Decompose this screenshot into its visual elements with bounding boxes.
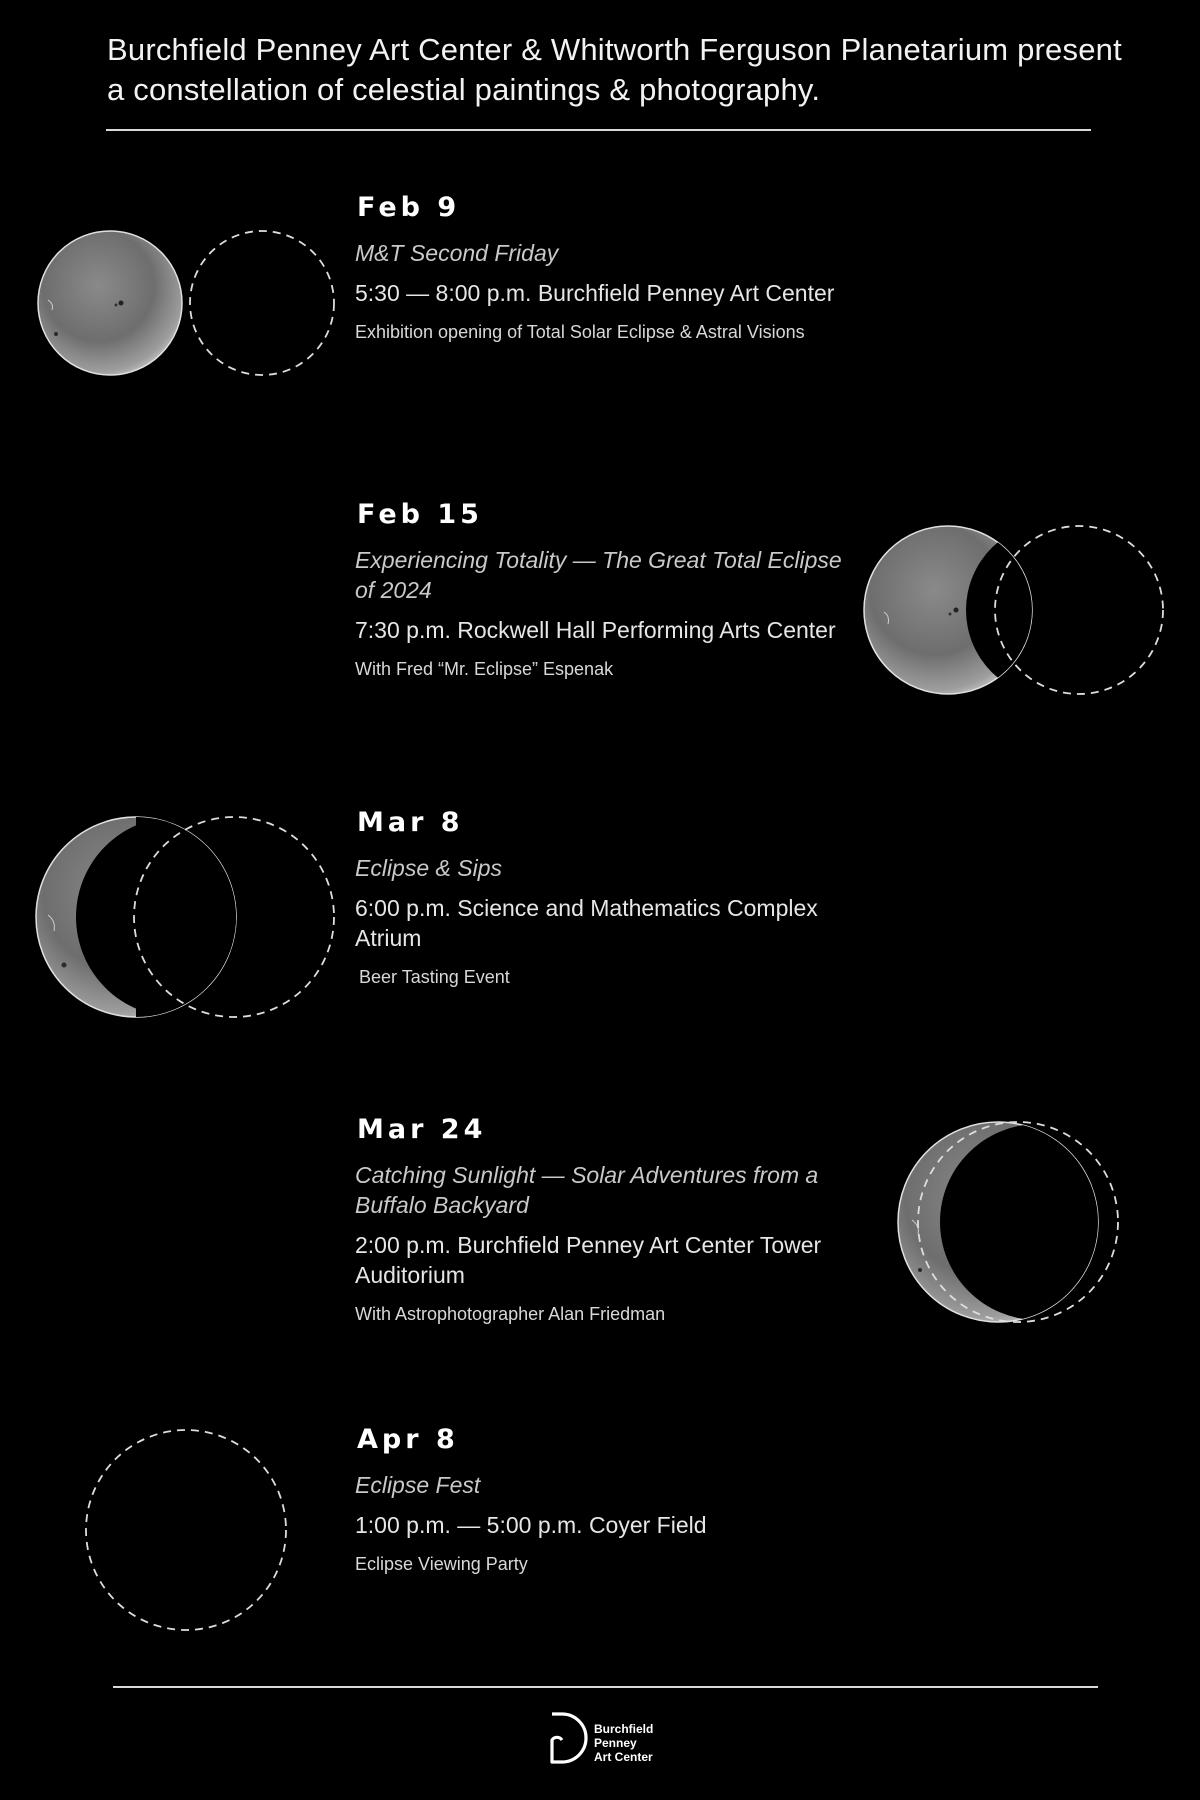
event-feb-9 xyxy=(355,192,845,344)
event-title: Eclipse & Sips xyxy=(355,855,503,881)
event-date: Mar 8 xyxy=(357,807,464,838)
eclipse-phase-feb-9 xyxy=(36,228,346,378)
moon-outline-icon xyxy=(190,231,334,375)
event-date: Mar 24 xyxy=(357,1114,487,1145)
burchfield-penney-logo xyxy=(548,1710,668,1770)
event-date: Feb 9 xyxy=(357,192,461,223)
event-time-location: 2:00 p.m. Burchfield Penney Art Center Tower Auditorium xyxy=(355,1232,822,1288)
event-mar-24 xyxy=(355,1114,845,1326)
event-title: Eclipse Fest xyxy=(355,1472,481,1498)
logo-wordmark xyxy=(594,1722,653,1764)
event-title: Catching Sunlight — Solar Adventures from a Buffalo Backyard xyxy=(355,1162,819,1218)
event-date: Apr 8 xyxy=(357,1424,459,1455)
logo-line-1: Burchfield xyxy=(594,1722,654,1736)
logo-line-3: Art Center xyxy=(594,1750,653,1764)
event-note: Beer Tasting Event xyxy=(359,967,510,987)
event-mar-8 xyxy=(355,807,845,989)
event-time-location: 6:00 p.m. Science and Mathematics Complex Atrium xyxy=(355,895,818,951)
event-time-location: 7:30 p.m. Rockwell Hall Performing Arts Center xyxy=(355,617,836,643)
event-note: Exhibition opening of Total Solar Eclipse & Astral Visions xyxy=(355,322,805,342)
logo-line-2: Penney xyxy=(594,1736,637,1750)
event-time-location: 5:30 — 8:00 p.m. Burchfield Penney Art Center xyxy=(355,280,835,306)
event-note: With Fred “Mr. Eclipse” Espenak xyxy=(355,659,614,679)
intro-text xyxy=(107,30,1122,110)
eclipse-phase-mar-8 xyxy=(36,815,346,1019)
intro-line-2: a constellation of celestial paintings & photography. xyxy=(107,72,821,107)
event-title: Experiencing Totality — The Great Total Eclipse of 2024 xyxy=(355,547,842,603)
eclipse-phase-mar-24 xyxy=(898,1120,1140,1324)
bottom-divider xyxy=(113,1686,1098,1688)
event-note: With Astrophotographer Alan Friedman xyxy=(355,1304,666,1324)
intro-line-1: Burchfield Penney Art Center & Whitworth Ferguson Planetarium present xyxy=(107,32,1122,67)
eclipse-phase-apr-8 xyxy=(84,1428,288,1632)
eclipse-phase-feb-15 xyxy=(864,524,1164,696)
top-divider xyxy=(106,129,1091,131)
event-time-location: 1:00 p.m. — 5:00 p.m. Coyer Field xyxy=(355,1512,707,1538)
event-date: Feb 15 xyxy=(357,499,483,530)
moon-outline-icon xyxy=(86,1430,286,1630)
event-apr-8 xyxy=(355,1424,845,1576)
event-note: Eclipse Viewing Party xyxy=(355,1554,528,1574)
event-title: M&T Second Friday xyxy=(355,240,559,266)
burchfield-penney-logo-icon xyxy=(548,1710,588,1766)
sun-icon xyxy=(38,231,182,375)
event-feb-15 xyxy=(355,499,845,681)
